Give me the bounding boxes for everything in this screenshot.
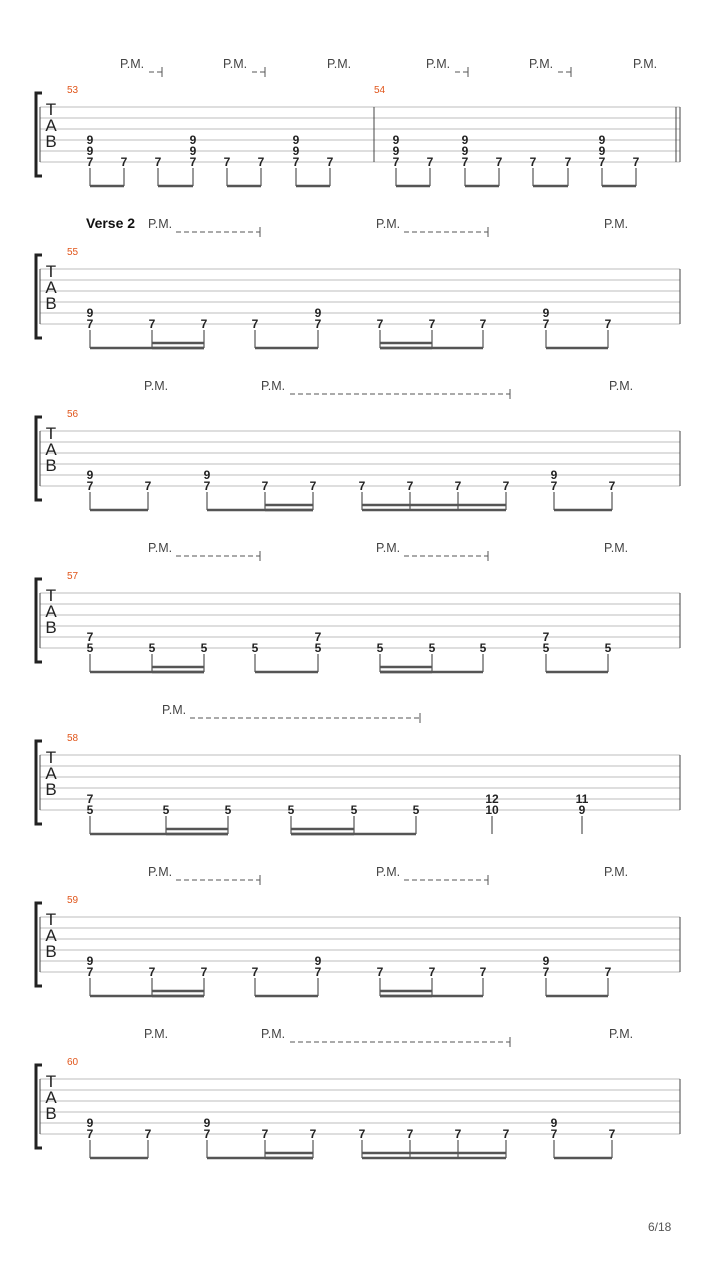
- fret-number: 7: [598, 155, 606, 169]
- fret-number: 9: [189, 133, 197, 147]
- fret-number: 7: [309, 479, 317, 493]
- fret-number: 7: [461, 155, 469, 169]
- tab-system: [36, 865, 680, 996]
- fret-number: 7: [632, 155, 640, 169]
- fret-number: 9: [86, 1116, 94, 1130]
- fret-number: 7: [454, 479, 462, 493]
- measure-number: 56: [67, 409, 79, 420]
- fret-number: 7: [120, 155, 128, 169]
- fret-number: 7: [550, 1127, 558, 1141]
- fret-number: 9: [550, 468, 558, 482]
- fret-number: 7: [86, 1127, 94, 1141]
- fret-number: 7: [314, 965, 322, 979]
- fret-number: 5: [287, 803, 295, 817]
- fret-number: 7: [200, 317, 208, 331]
- fret-number: 7: [454, 1127, 462, 1141]
- tab-clef-letter: B: [45, 618, 57, 637]
- tab-system: [36, 703, 680, 834]
- tab-system: [36, 1027, 680, 1158]
- fret-number: 7: [86, 317, 94, 331]
- palm-mute-label: P.M.: [609, 379, 634, 393]
- fret-number: 7: [314, 630, 322, 644]
- system-bracket: [36, 417, 42, 500]
- fret-number: 7: [86, 155, 94, 169]
- fret-number: 7: [495, 155, 503, 169]
- tab-clef-letter: B: [45, 294, 57, 313]
- fret-number: 7: [86, 792, 94, 806]
- fret-number: 7: [376, 965, 384, 979]
- fret-number: 5: [314, 641, 322, 655]
- system-bracket: [36, 903, 42, 986]
- palm-mute-label: P.M.: [604, 217, 629, 231]
- fret-number: 5: [479, 641, 487, 655]
- fret-number: 7: [428, 317, 436, 331]
- tab-system: [36, 541, 680, 672]
- fret-number: 5: [162, 803, 170, 817]
- fret-number: 7: [426, 155, 434, 169]
- fret-number: 7: [292, 155, 300, 169]
- tab-clef-letter: T: [45, 100, 57, 119]
- tab-clef-letter: A: [45, 602, 57, 621]
- fret-number: 7: [376, 317, 384, 331]
- fret-number: 5: [376, 641, 384, 655]
- fret-number: 9: [292, 144, 300, 158]
- fret-number: 5: [86, 641, 94, 655]
- fret-number: 5: [604, 641, 612, 655]
- fret-number: 9: [86, 468, 94, 482]
- fret-number: 9: [461, 144, 469, 158]
- fret-number: 7: [86, 479, 94, 493]
- fret-number: 9: [86, 954, 94, 968]
- tab-clef-letter: B: [45, 132, 57, 151]
- palm-mute-label: P.M.: [633, 57, 658, 71]
- measure-number: 57: [67, 571, 79, 582]
- fret-number: 7: [144, 1127, 152, 1141]
- fret-number: 9: [86, 306, 94, 320]
- tab-clef-letter: T: [45, 748, 57, 767]
- section-label: Verse 2: [86, 215, 136, 231]
- tab-clef-letter: T: [45, 910, 57, 929]
- fret-number: 5: [350, 803, 358, 817]
- palm-mute-label: P.M.: [604, 541, 629, 555]
- tab-clef-letter: A: [45, 440, 57, 459]
- tab-clef-letter: A: [45, 1088, 57, 1107]
- fret-number: 12: [485, 792, 499, 806]
- tab-system: [36, 57, 680, 186]
- measure-number: 55: [67, 247, 79, 258]
- palm-mute-label: P.M.: [604, 865, 629, 879]
- fret-number: 9: [203, 1116, 211, 1130]
- palm-mute-label: P.M.: [223, 57, 248, 71]
- fret-number: 9: [314, 954, 322, 968]
- fret-number: 7: [148, 317, 156, 331]
- fret-number: 9: [292, 133, 300, 147]
- fret-number: 7: [479, 965, 487, 979]
- fret-number: 7: [189, 155, 197, 169]
- fret-number: 9: [392, 133, 400, 147]
- fret-number: 9: [86, 133, 94, 147]
- fret-number: 7: [392, 155, 400, 169]
- fret-number: 11: [575, 792, 589, 806]
- palm-mute-label: P.M.: [426, 57, 451, 71]
- fret-number: 7: [154, 155, 162, 169]
- fret-number: 10: [485, 803, 499, 817]
- fret-number: 9: [86, 144, 94, 158]
- tab-clef-letter: B: [45, 456, 57, 475]
- measure-number: 59: [67, 895, 79, 906]
- fret-number: 9: [314, 306, 322, 320]
- fret-number: 9: [542, 954, 550, 968]
- measure-number: 58: [67, 733, 79, 744]
- fret-number: 5: [86, 803, 94, 817]
- fret-number: 7: [608, 479, 616, 493]
- palm-mute-label: P.M.: [376, 865, 401, 879]
- fret-number: 7: [314, 317, 322, 331]
- measure-number: 54: [374, 85, 386, 96]
- fret-number: 9: [203, 468, 211, 482]
- measure-number: 53: [67, 85, 79, 96]
- fret-number: 7: [502, 1127, 510, 1141]
- fret-number: 7: [257, 155, 265, 169]
- fret-number: 7: [542, 965, 550, 979]
- fret-number: 7: [406, 1127, 414, 1141]
- fret-number: 7: [326, 155, 334, 169]
- fret-number: 5: [428, 641, 436, 655]
- tab-clef-letter: T: [45, 262, 57, 281]
- fret-number: 9: [578, 803, 586, 817]
- fret-number: 7: [203, 479, 211, 493]
- fret-number: 7: [261, 1127, 269, 1141]
- fret-number: 7: [144, 479, 152, 493]
- fret-number: 7: [200, 965, 208, 979]
- tab-clef-letter: A: [45, 764, 57, 783]
- palm-mute-label: P.M.: [148, 541, 173, 555]
- fret-number: 5: [542, 641, 550, 655]
- fret-number: 7: [604, 317, 612, 331]
- fret-number: 7: [608, 1127, 616, 1141]
- fret-number: 7: [479, 317, 487, 331]
- fret-number: 9: [598, 133, 606, 147]
- fret-number: 7: [604, 965, 612, 979]
- fret-number: 7: [86, 630, 94, 644]
- palm-mute-label: P.M.: [376, 541, 401, 555]
- fret-number: 7: [261, 479, 269, 493]
- fret-number: 9: [542, 306, 550, 320]
- fret-number: 7: [148, 965, 156, 979]
- palm-mute-label: P.M.: [261, 379, 286, 393]
- fret-number: 7: [550, 479, 558, 493]
- fret-number: 7: [502, 479, 510, 493]
- palm-mute-label: P.M.: [376, 217, 401, 231]
- palm-mute-label: P.M.: [144, 379, 169, 393]
- tab-clef-letter: T: [45, 586, 57, 605]
- palm-mute-label: P.M.: [162, 703, 187, 717]
- fret-number: 7: [564, 155, 572, 169]
- tab-clef-letter: B: [45, 780, 57, 799]
- palm-mute-label: P.M.: [327, 57, 352, 71]
- fret-number: 9: [392, 144, 400, 158]
- fret-number: 5: [200, 641, 208, 655]
- palm-mute-label: P.M.: [148, 217, 173, 231]
- fret-number: 7: [251, 317, 259, 331]
- tab-clef-letter: A: [45, 926, 57, 945]
- fret-number: 7: [358, 479, 366, 493]
- fret-number: 7: [542, 317, 550, 331]
- tab-clef-letter: A: [45, 278, 57, 297]
- tab-clef-letter: B: [45, 1104, 57, 1123]
- measure-number: 60: [67, 1057, 79, 1068]
- fret-number: 7: [251, 965, 259, 979]
- tab-clef-letter: T: [45, 1072, 57, 1091]
- fret-number: 7: [428, 965, 436, 979]
- fret-number: 7: [86, 965, 94, 979]
- palm-mute-label: P.M.: [261, 1027, 286, 1041]
- fret-number: 9: [598, 144, 606, 158]
- fret-number: 7: [203, 1127, 211, 1141]
- page-number: 6/18: [648, 1220, 672, 1234]
- palm-mute-label: P.M.: [144, 1027, 169, 1041]
- tab-clef-letter: A: [45, 116, 57, 135]
- fret-number: 7: [542, 630, 550, 644]
- system-bracket: [36, 255, 42, 338]
- system-bracket: [36, 579, 42, 662]
- fret-number: 7: [358, 1127, 366, 1141]
- fret-number: 5: [148, 641, 156, 655]
- palm-mute-label: P.M.: [529, 57, 554, 71]
- fret-number: 7: [223, 155, 231, 169]
- tab-clef-letter: B: [45, 942, 57, 961]
- fret-number: 9: [461, 133, 469, 147]
- palm-mute-label: P.M.: [148, 865, 173, 879]
- fret-number: 9: [189, 144, 197, 158]
- system-bracket: [36, 93, 42, 176]
- fret-number: 5: [412, 803, 420, 817]
- palm-mute-label: P.M.: [609, 1027, 634, 1041]
- fret-number: 7: [406, 479, 414, 493]
- tab-system: [36, 215, 680, 348]
- tab-clef-letter: T: [45, 424, 57, 443]
- fret-number: 7: [529, 155, 537, 169]
- fret-number: 9: [550, 1116, 558, 1130]
- palm-mute-label: P.M.: [120, 57, 145, 71]
- fret-number: 5: [224, 803, 232, 817]
- system-bracket: [36, 1065, 42, 1148]
- tab-system: [36, 379, 680, 510]
- fret-number: 7: [309, 1127, 317, 1141]
- system-bracket: [36, 741, 42, 824]
- fret-number: 5: [251, 641, 259, 655]
